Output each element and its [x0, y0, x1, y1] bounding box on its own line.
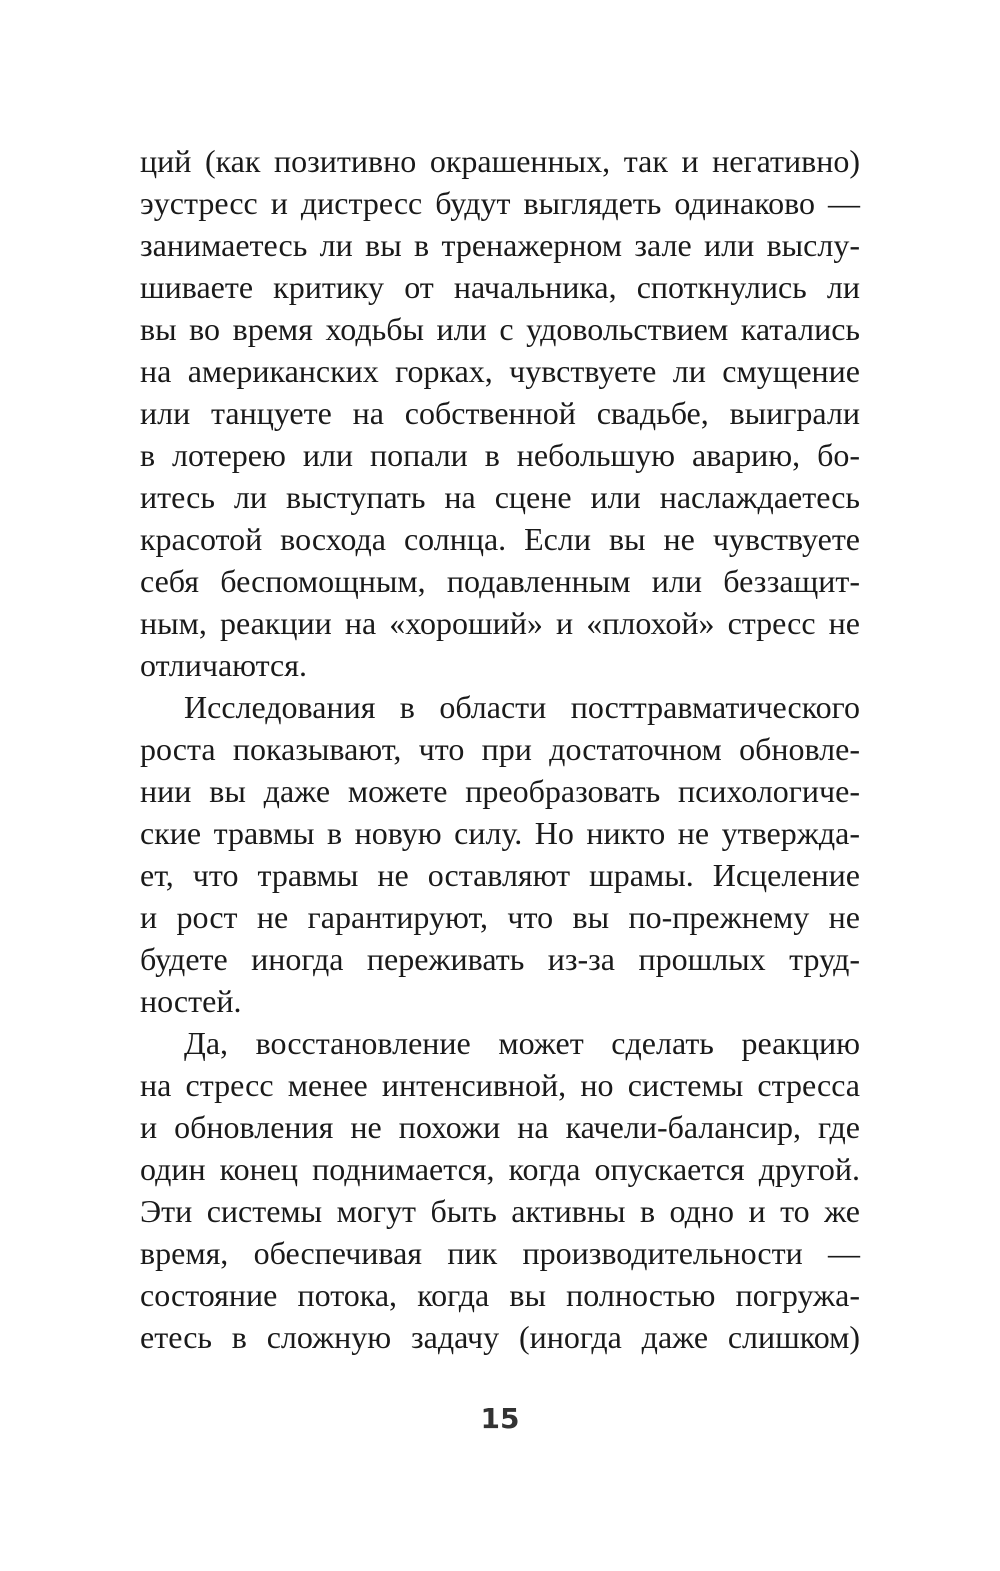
text-line: на американских горках, чувствуете ли смущение — [140, 353, 860, 389]
text-line: ций (как позитивно окрашенных, так и негативно) — [140, 143, 860, 179]
text-line: шиваете критику от начальника, споткнулись ли — [140, 269, 860, 305]
text-line: себя беспомощным, подавленным или беззащит- — [140, 563, 860, 599]
text-line: на стресс менее интенсивной, но системы стресса — [140, 1067, 860, 1103]
text-line: или танцуете на собственной свадьбе, выиграли — [140, 395, 860, 431]
text-line: в лотерею или попали в небольшую аварию, бо- — [140, 437, 860, 473]
text-line: нии вы даже можете преобразовать психологиче- — [140, 773, 860, 809]
text-line: ным, реакции на «хороший» и «плохой» стресс не — [140, 605, 860, 641]
text-line: один конец поднимается, когда опускается другой. — [140, 1151, 860, 1187]
page-body — [140, 140, 860, 1358]
paragraph-3 — [140, 1022, 860, 1358]
text-line: Эти системы могут быть активны в одно и то же — [140, 1193, 860, 1229]
text-line: состояние потока, когда вы полностью погружа- — [140, 1277, 860, 1313]
text-line: красотой восхода солнца. Если вы не чувствуете — [140, 521, 860, 557]
text-line: и обновления не похожи на качели-балансир, где — [140, 1109, 860, 1145]
text-line: вы во время ходьбы или с удовольствием катались — [140, 311, 860, 347]
paragraph-1 — [140, 140, 860, 686]
text-line: Да, восстановление может сделать реакцию — [184, 1025, 860, 1061]
text-line: етесь в сложную задачу (иногда даже слишком) — [140, 1319, 860, 1355]
text-line: и рост не гарантируют, что вы по-прежнему не — [140, 899, 860, 935]
text-line: занимаетесь ли вы в тренажерном зале или выслу- — [140, 227, 860, 263]
text-line: ностей. — [140, 983, 242, 1019]
text-line: роста показывают, что при достаточном обновле- — [140, 731, 860, 767]
text-line: итесь ли выступать на сцене или наслаждаетесь — [140, 479, 860, 515]
text-line: отличаются. — [140, 647, 307, 683]
text-line: будете иногда переживать из-за прошлых труд- — [140, 941, 860, 977]
text-line: эустресс и дистресс будут выглядеть одинаково — — [140, 185, 860, 221]
text-line: Исследования в области посттравматического — [184, 689, 860, 725]
text-line: ет, что травмы не оставляют шрамы. Исцеление — [140, 857, 860, 893]
paragraph-2 — [140, 686, 860, 1022]
page-number: 15 — [480, 1402, 520, 1435]
text-line: время, обеспечивая пик производительности — — [140, 1235, 860, 1271]
text-line: ские травмы в новую силу. Но никто не утвержда- — [140, 815, 860, 851]
